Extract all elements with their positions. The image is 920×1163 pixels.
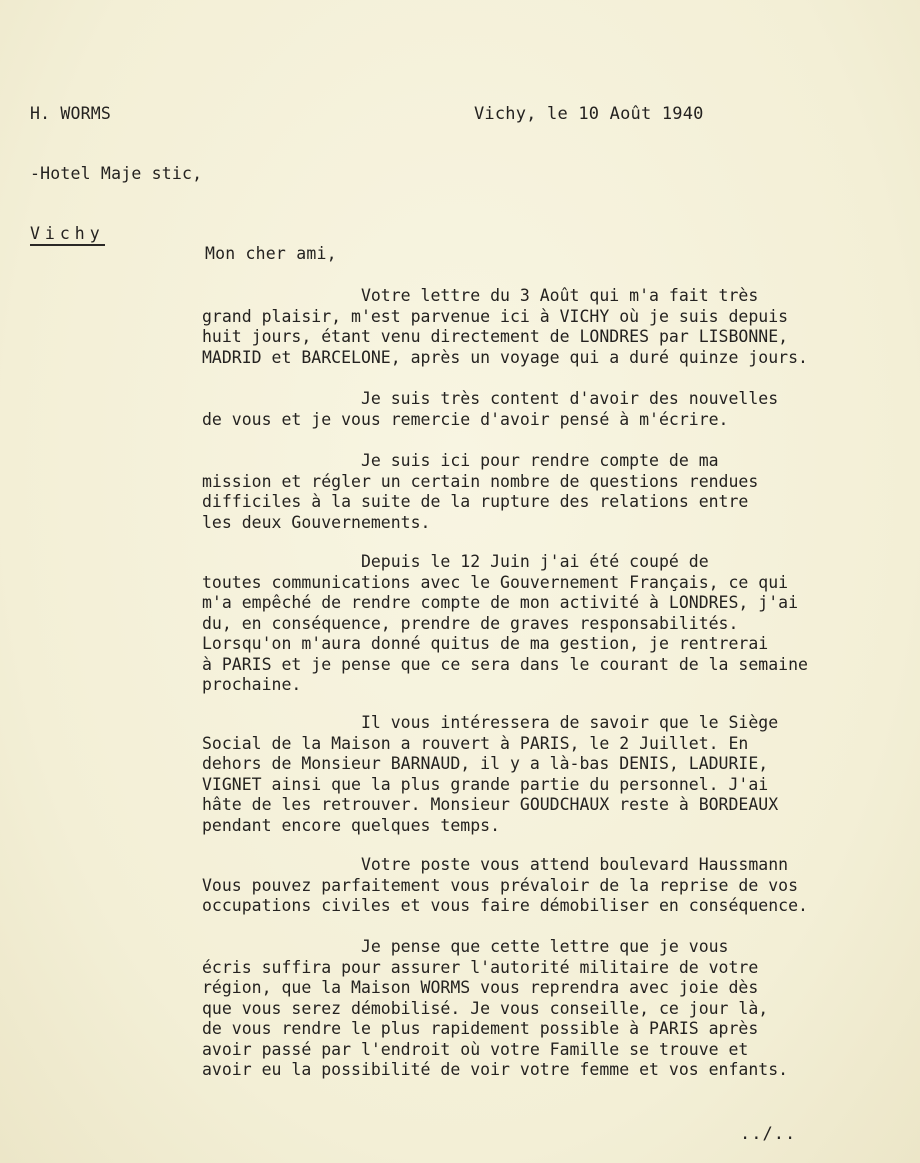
text-line: avoir passé par l'endroit où votre Famille se trouve et — [202, 1039, 749, 1059]
text-line: Social de la Maison a rouvert à PARIS, le 2 Juillet. En — [202, 733, 749, 753]
text-line: à PARIS et je pense que ce sera dans le courant de la semaine — [202, 654, 808, 674]
continuation-mark: ../.. — [740, 1124, 797, 1144]
paragraph — [202, 937, 917, 1081]
text-line: Depuis le 12 Juin j'ai été coupé de — [202, 552, 709, 571]
paragraph — [202, 855, 917, 917]
paragraph — [202, 451, 917, 533]
text-line: toutes communications avec le Gouvernement Français, ce qui — [202, 572, 789, 592]
sender-block — [30, 64, 202, 286]
text-line: Vous pouvez parfaitement vous prévaloir de la reprise de vos — [202, 875, 799, 895]
text-line: VIGNET ainsi que la plus grande partie du personnel. J'ai — [202, 774, 769, 794]
text-line: huit jours, étant venu directement de LONDRES par LISBONNE, — [202, 327, 789, 346]
paragraph — [202, 713, 917, 836]
text-line: que vous serez démobilisé. Je vous conseille, ce jour là, — [202, 998, 769, 1018]
text-line: Il vous intéressera de savoir que le Siège — [202, 713, 779, 732]
salutation: Mon cher ami, — [205, 244, 337, 263]
paragraph — [202, 389, 917, 430]
text-line: dehors de Monsieur BARNAUD, il y a là-bas DENIS, LADURIE, — [202, 754, 769, 773]
text-line: avoir eu la possibilité de voir votre femme et vos enfants. — [202, 1060, 789, 1079]
text-line: Je pense que cette lettre que je vous — [202, 937, 729, 956]
text-line: écris suffira pour assurer l'autorité militaire de votre — [202, 957, 759, 977]
sender-name: H. WORMS — [30, 104, 112, 123]
text-line: Votre poste vous attend boulevard Haussmann — [202, 855, 789, 874]
paragraph — [202, 286, 917, 368]
text-line: grand plaisir, m'est parvenue ici à VICHY où je suis depuis — [202, 306, 789, 326]
dateline: Vichy, le 10 Août 1940 — [474, 104, 704, 124]
text-line: prochaine. — [202, 675, 302, 694]
text-line: mission et régler un certain nombre de questions rendues — [202, 471, 759, 491]
sender-city: Vichy — [30, 224, 105, 246]
paragraph — [202, 552, 917, 696]
text-line: hâte de les retrouver. Monsieur GOUDCHAUX reste à BORDEAUX — [202, 795, 779, 814]
text-line: de vous rendre le plus rapidement possible à PARIS après — [202, 1019, 759, 1038]
text-line: Je suis ici pour rendre compte de ma — [202, 451, 719, 470]
text-line: Je suis très content d'avoir des nouvelles — [202, 389, 779, 408]
sender-hotel: -Hotel Maje stic, — [30, 164, 203, 183]
text-line: occupations civiles et vous faire démobiliser en conséquence. — [202, 896, 808, 915]
text-line: MADRID et BARCELONE, après un voyage qui a duré quinze jours. — [202, 347, 808, 367]
text-line: Lorsqu'on m'aura donné quitus de ma gestion, je rentrerai — [202, 634, 769, 653]
text-line: région, que la Maison WORMS vous reprendra avec joie dès — [202, 978, 759, 997]
text-line: les deux Gouvernements. — [202, 512, 431, 532]
text-line: de vous et je vous remercie d'avoir pensé à m'écrire. — [202, 409, 729, 429]
text-line: Votre lettre du 3 Août qui m'a fait très — [202, 286, 759, 305]
text-line: pendant encore quelques temps. — [202, 815, 501, 835]
text-line: difficiles à la suite de la rupture des relations entre — [202, 492, 749, 511]
text-line: m'a empêché de rendre compte de mon activité à LONDRES, j'ai — [202, 593, 799, 612]
text-line: du, en conséquence, prendre de graves responsabilités. — [202, 613, 739, 633]
